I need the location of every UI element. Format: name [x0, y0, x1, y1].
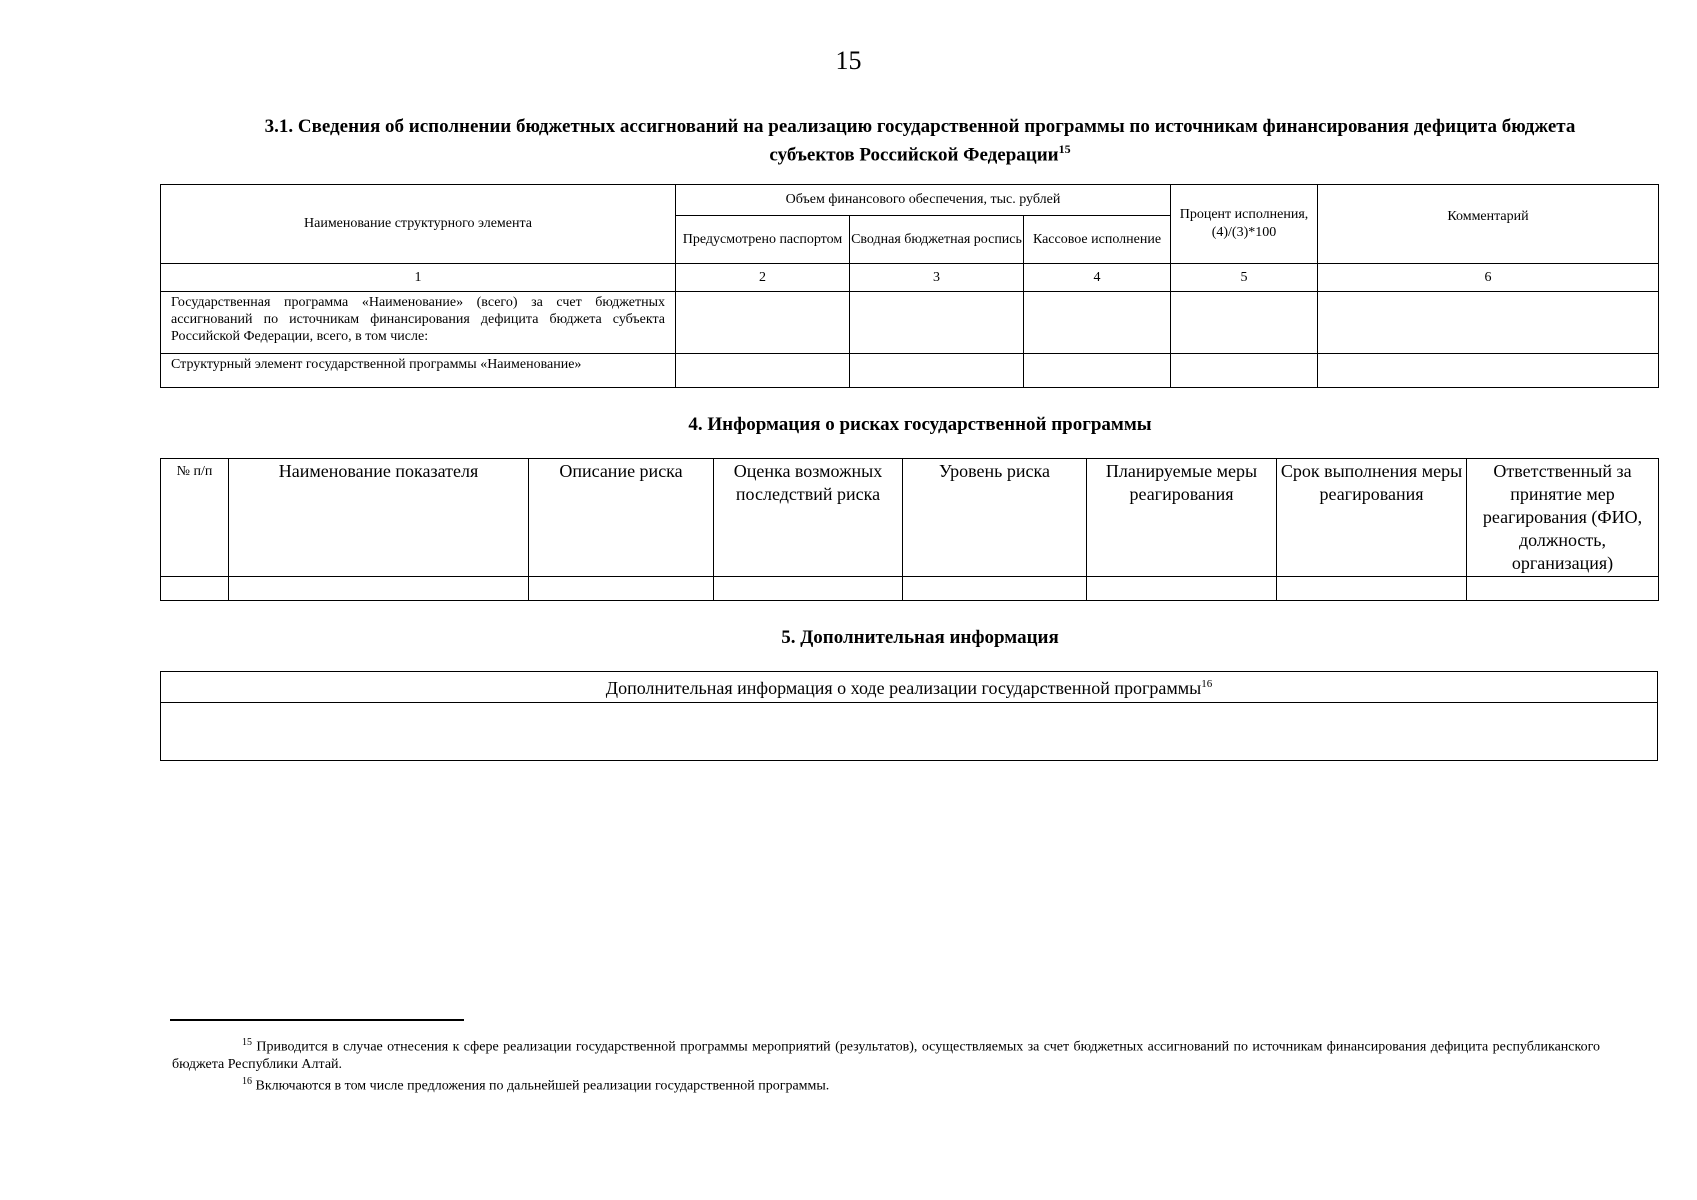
table-header-row [161, 185, 1659, 216]
column-number-row [161, 264, 1659, 292]
table-cell [850, 354, 1024, 388]
column-number: 6 [1318, 264, 1659, 292]
section-3-1-title-line2 [160, 138, 1680, 166]
footnote-separator [170, 1019, 464, 1021]
table-row [161, 292, 1659, 354]
section-5-title: 5. Дополнительная информация [781, 627, 1059, 648]
col-risk-impact-header: Оценка возможных последствий риска [714, 459, 903, 577]
row-label-program-total: Государственная программа «Наименование» (всего) за счет бюджетных ассигнований по источникам финансирования дефицита бюджета субъекта Российской Федерации, всего, в том числе: [161, 292, 676, 354]
table-cell [714, 577, 903, 601]
col-structural-element-header: Наименование структурного элемента [161, 185, 676, 264]
col-percent-header: Процент исполнения, (4)/(3)*100 [1171, 185, 1318, 264]
footnote-15 [172, 1034, 1600, 1073]
section-3-1-title-line2-text: субъектов Российской Федерации [769, 144, 1059, 166]
table-cell [1024, 354, 1171, 388]
footnote-mark: 16 [242, 1075, 252, 1087]
table-cell [676, 354, 850, 388]
table-cell [903, 577, 1087, 601]
footnotes [172, 1034, 1600, 1094]
table-cell [1024, 292, 1171, 354]
section-3-1-title-line1: 3.1. Сведения об исполнении бюджетных ассигнований на реализацию государственной программы по источникам финансирования дефицита бюджета [264, 116, 1576, 137]
col-risk-description-header: Описание риска [529, 459, 714, 577]
row-label-structural-element: Структурный элемент государственной программы «Наименование» [161, 354, 676, 388]
table-cell [1318, 354, 1659, 388]
footnote-16 [172, 1073, 1600, 1095]
risks-table [160, 458, 1659, 601]
column-number: 1 [161, 264, 676, 292]
footnote-text: Включаются в том числе предложения по дальнейшей реализации государственной программы. [255, 1078, 830, 1094]
page-number: 15 [835, 46, 862, 75]
column-number: 2 [676, 264, 850, 292]
table-header-row [161, 672, 1658, 703]
additional-info-table [160, 671, 1658, 761]
table-cell [850, 292, 1024, 354]
col-passport-header: Предусмотрено паспортом [676, 216, 850, 264]
table-cell [1087, 577, 1277, 601]
footnote-text: Приводится в случае отнесения к сфере реализации государственной программы мероприятий (результатов), осуществляемых за счет бюджетных ассигнований по источникам финансирования дефицита республиканского бюджета Республики Алтай. [172, 1039, 1600, 1072]
col-risk-level-header: Уровень риска [903, 459, 1087, 577]
column-number: 3 [850, 264, 1024, 292]
table-row [161, 354, 1659, 388]
table-cell [1277, 577, 1467, 601]
additional-info-header [161, 672, 1658, 703]
table-cell [1171, 354, 1318, 388]
footnote-ref-15: 15 [1058, 142, 1071, 156]
col-planned-measures-header: Планируемые меры реагирования [1087, 459, 1277, 577]
table-cell [1171, 292, 1318, 354]
table-cell [161, 577, 229, 601]
table-cell [1467, 577, 1659, 601]
col-responsible-header: Ответственный за принятие мер реагирования (ФИО, должность, организация) [1467, 459, 1659, 577]
table-row [161, 577, 1659, 601]
section-3-1-title [160, 116, 1680, 166]
section-4-title: 4. Информация о рисках государственной программы [688, 414, 1152, 435]
col-deadline-header: Срок выполнения меры реагирования [1277, 459, 1467, 577]
column-number: 4 [1024, 264, 1171, 292]
table-cell [161, 703, 1658, 761]
col-number-header: № п/п [161, 459, 229, 577]
additional-info-header-text: Дополнительная информация о ходе реализации государственной программы [605, 678, 1202, 698]
footnote-ref-16: 16 [1201, 678, 1213, 690]
footnote-mark: 15 [242, 1037, 252, 1048]
table-cell [529, 577, 714, 601]
col-budget-schedule-header: Сводная бюджетная роспись [850, 216, 1024, 264]
col-comment-header: Комментарий [1318, 185, 1659, 264]
col-indicator-name-header: Наименование показателя [229, 459, 529, 577]
table-cell [229, 577, 529, 601]
col-funding-volume-header: Объем финансового обеспечения, тыс. рублей [676, 185, 1171, 216]
budget-execution-table [160, 184, 1659, 388]
table-header-row [161, 459, 1659, 577]
table-row [161, 703, 1658, 761]
table-cell [676, 292, 850, 354]
col-cash-execution-header: Кассовое исполнение [1024, 216, 1171, 264]
column-number: 5 [1171, 264, 1318, 292]
table-cell [1318, 292, 1659, 354]
